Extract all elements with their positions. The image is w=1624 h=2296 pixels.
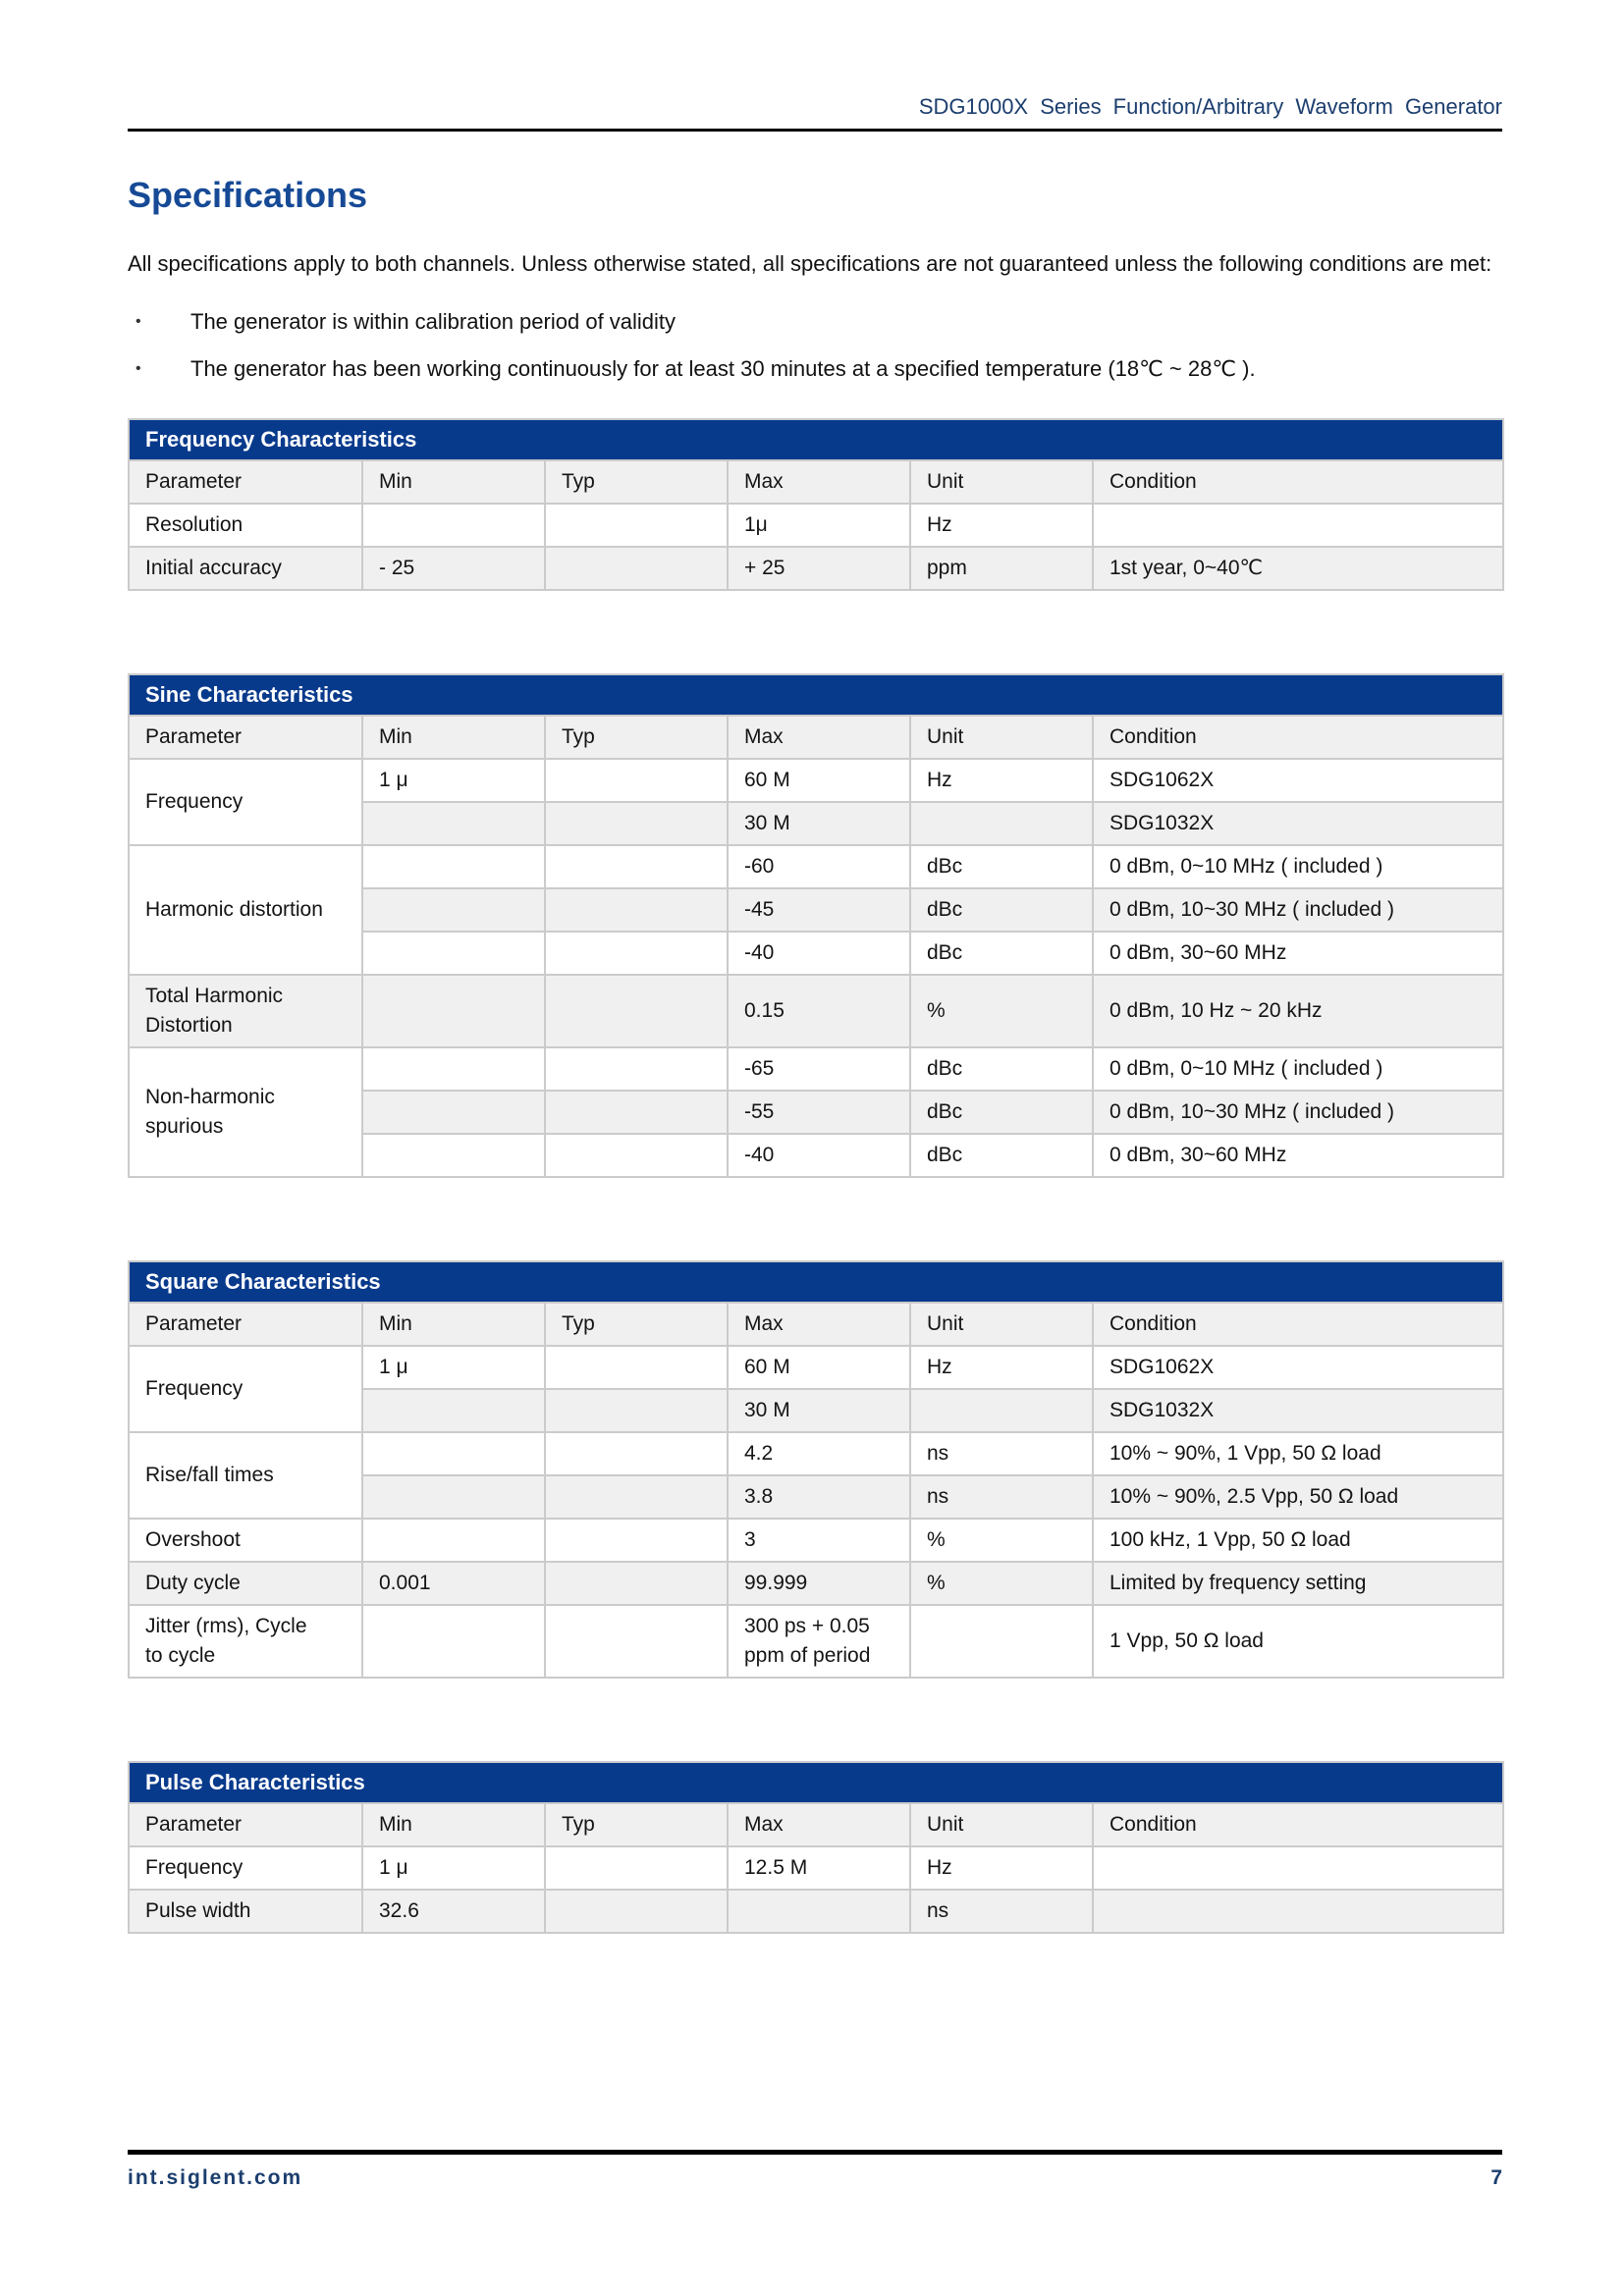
cell-unit: Hz: [910, 504, 1093, 547]
cell-typ: [545, 1432, 728, 1475]
cell-typ: [545, 1475, 728, 1519]
column-header-unit: Unit: [910, 460, 1093, 504]
cell-typ: [545, 1091, 728, 1134]
cell-min: [362, 1605, 545, 1678]
cell-typ: [545, 975, 728, 1047]
cell-condition: [1093, 1846, 1503, 1890]
cell-unit: dBc: [910, 1091, 1093, 1134]
cell-max: [728, 1890, 910, 1933]
column-header-max: Max: [728, 1303, 910, 1346]
cell-parameter: Non-harmonic spurious: [129, 1047, 362, 1177]
cell-min: [362, 1389, 545, 1432]
tables-container: [128, 418, 1502, 1934]
table-row: [129, 759, 1503, 802]
cell-parameter: Initial accuracy: [129, 547, 362, 590]
footer-rule: [128, 2150, 1502, 2155]
cell-max: 1μ: [728, 504, 910, 547]
cell-min: [362, 888, 545, 932]
column-header-min: Min: [362, 716, 545, 759]
cell-min: [362, 975, 545, 1047]
cell-parameter: Resolution: [129, 504, 362, 547]
cell-typ: [545, 1346, 728, 1389]
cell-condition: 100 kHz, 1 Vpp, 50 Ω load: [1093, 1519, 1503, 1562]
cell-condition: [1093, 504, 1503, 547]
column-header-unit: Unit: [910, 716, 1093, 759]
cell-unit: dBc: [910, 1047, 1093, 1091]
cell-typ: [545, 1890, 728, 1933]
intro-paragraph: All specifications apply to both channels. Unless otherwise stated, all specifications are not guaranteed unless the following conditions are met:: [128, 251, 1492, 276]
spec-table-pulse-characteristics: [128, 1761, 1504, 1934]
cell-condition: 0 dBm, 10~30 MHz ( included ): [1093, 888, 1503, 932]
cell-condition: 0 dBm, 30~60 MHz: [1093, 932, 1503, 975]
cell-unit: %: [910, 1562, 1093, 1605]
cell-condition: [1093, 1890, 1503, 1933]
table-row: [129, 1346, 1503, 1389]
cell-min: 0.001: [362, 1562, 545, 1605]
column-header-unit: Unit: [910, 1303, 1093, 1346]
cell-unit: [910, 1605, 1093, 1678]
cell-min: 1 μ: [362, 1846, 545, 1890]
cell-min: [362, 802, 545, 845]
page-title: Specifications: [128, 175, 368, 215]
table-row: [129, 845, 1503, 888]
cell-unit: ns: [910, 1475, 1093, 1519]
table-row: [129, 1890, 1503, 1933]
cell-max: -40: [728, 1134, 910, 1177]
cell-typ: [545, 1134, 728, 1177]
cell-max: 4.2: [728, 1432, 910, 1475]
column-header-condition: Condition: [1093, 1303, 1503, 1346]
cell-typ: [545, 888, 728, 932]
cell-parameter: Pulse width: [129, 1890, 362, 1933]
cell-typ: [545, 845, 728, 888]
cell-parameter: Harmonic distortion: [129, 845, 362, 975]
cell-min: [362, 845, 545, 888]
cell-min: [362, 1432, 545, 1475]
cell-unit: ns: [910, 1890, 1093, 1933]
cell-max: 60 M: [728, 759, 910, 802]
cell-condition: 0 dBm, 10 Hz ~ 20 kHz: [1093, 975, 1503, 1047]
cell-parameter: Total Harmonic Distortion: [129, 975, 362, 1047]
cell-unit: [910, 802, 1093, 845]
cell-condition: SDG1032X: [1093, 802, 1503, 845]
cell-parameter: Rise/fall times: [129, 1432, 362, 1519]
conditions-list: [128, 298, 1502, 393]
column-header-typ: Typ: [545, 716, 728, 759]
column-header-min: Min: [362, 460, 545, 504]
cell-typ: [545, 759, 728, 802]
document-header: [128, 0, 1502, 132]
cell-condition: SDG1062X: [1093, 1346, 1503, 1389]
column-header-min: Min: [362, 1303, 545, 1346]
cell-unit: Hz: [910, 1846, 1093, 1890]
page-footer: [128, 2150, 1502, 2190]
cell-min: 32.6: [362, 1890, 545, 1933]
cell-max: -45: [728, 888, 910, 932]
cell-max: -40: [728, 932, 910, 975]
table-title-bar-pulse-characteristics: Pulse Characteristics: [129, 1762, 1503, 1803]
condition-item: • The generator is within calibration period of validity: [128, 298, 1502, 346]
cell-parameter: Frequency: [129, 1346, 362, 1432]
table-row: [129, 1562, 1503, 1605]
cell-condition: SDG1032X: [1093, 1389, 1503, 1432]
cell-condition: 0 dBm, 30~60 MHz: [1093, 1134, 1503, 1177]
cell-max: 12.5 M: [728, 1846, 910, 1890]
cell-parameter: Frequency: [129, 1846, 362, 1890]
column-header-typ: Typ: [545, 1303, 728, 1346]
cell-typ: [545, 802, 728, 845]
cell-typ: [545, 1562, 728, 1605]
spec-table-frequency-characteristics: [128, 418, 1504, 591]
cell-max: -55: [728, 1091, 910, 1134]
column-header-parameter: Parameter: [129, 716, 362, 759]
spec-table-square-characteristics: [128, 1260, 1504, 1679]
cell-typ: [545, 1846, 728, 1890]
cell-typ: [545, 547, 728, 590]
header-rule: [128, 129, 1502, 132]
cell-unit: ns: [910, 1432, 1093, 1475]
cell-max: 3.8: [728, 1475, 910, 1519]
cell-typ: [545, 1605, 728, 1678]
cell-min: [362, 932, 545, 975]
document-header-title: SDG1000X Series Function/Arbitrary Waveform Generator: [918, 94, 1502, 119]
cell-unit: Hz: [910, 759, 1093, 802]
cell-unit: dBc: [910, 845, 1093, 888]
footer-row: [128, 2166, 1502, 2190]
column-header-max: Max: [728, 1803, 910, 1846]
cell-unit: dBc: [910, 932, 1093, 975]
cell-parameter: Duty cycle: [129, 1562, 362, 1605]
table-title-bar-square-characteristics: Square Characteristics: [129, 1261, 1503, 1303]
cell-condition: 0 dBm, 0~10 MHz ( included ): [1093, 845, 1503, 888]
table-title-bar-frequency-characteristics: Frequency Characteristics: [129, 419, 1503, 460]
cell-max: 99.999: [728, 1562, 910, 1605]
column-header-typ: Typ: [545, 460, 728, 504]
cell-min: [362, 1091, 545, 1134]
table-row: [129, 1519, 1503, 1562]
table-row: [129, 1605, 1503, 1678]
column-header-max: Max: [728, 716, 910, 759]
column-header-parameter: Parameter: [129, 1303, 362, 1346]
cell-min: [362, 1134, 545, 1177]
cell-min: 1 μ: [362, 759, 545, 802]
cell-parameter: Frequency: [129, 759, 362, 845]
cell-min: - 25: [362, 547, 545, 590]
table-row: [129, 1432, 1503, 1475]
cell-max: + 25: [728, 547, 910, 590]
cell-typ: [545, 1519, 728, 1562]
table-row: [129, 975, 1503, 1047]
cell-max: 3: [728, 1519, 910, 1562]
cell-typ: [545, 504, 728, 547]
cell-unit: Hz: [910, 1346, 1093, 1389]
column-header-typ: Typ: [545, 1803, 728, 1846]
cell-max: 300 ps + 0.05 ppm of period: [728, 1605, 910, 1678]
cell-condition: 1st year, 0~40℃: [1093, 547, 1503, 590]
cell-unit: dBc: [910, 1134, 1093, 1177]
cell-condition: SDG1062X: [1093, 759, 1503, 802]
cell-min: 1 μ: [362, 1346, 545, 1389]
table-row: [129, 504, 1503, 547]
footer-page-number: 7: [1490, 2166, 1502, 2189]
column-header-condition: Condition: [1093, 716, 1503, 759]
column-header-unit: Unit: [910, 1803, 1093, 1846]
cell-min: [362, 1047, 545, 1091]
column-header-max: Max: [728, 460, 910, 504]
cell-min: [362, 504, 545, 547]
cell-condition: 1 Vpp, 50 Ω load: [1093, 1605, 1503, 1678]
cell-parameter: Overshoot: [129, 1519, 362, 1562]
footer-website-link[interactable]: int.siglent.com: [128, 2166, 303, 2189]
table-row: [129, 547, 1503, 590]
cell-parameter: Jitter (rms), Cycle to cycle: [129, 1605, 362, 1678]
cell-max: -60: [728, 845, 910, 888]
cell-unit: [910, 1389, 1093, 1432]
table-row: [129, 1846, 1503, 1890]
cell-unit: %: [910, 975, 1093, 1047]
cell-min: [362, 1475, 545, 1519]
cell-typ: [545, 1047, 728, 1091]
cell-unit: dBc: [910, 888, 1093, 932]
cell-max: 0.15: [728, 975, 910, 1047]
cell-condition: 10% ~ 90%, 2.5 Vpp, 50 Ω load: [1093, 1475, 1503, 1519]
condition-item: • The generator has been working continuously for at least 30 minutes at a specified temperature (18℃ ~ 28℃ ).: [128, 346, 1502, 393]
column-header-parameter: Parameter: [129, 1803, 362, 1846]
cell-max: 30 M: [728, 802, 910, 845]
spec-table-sine-characteristics: [128, 673, 1504, 1178]
cell-condition: 0 dBm, 0~10 MHz ( included ): [1093, 1047, 1503, 1091]
cell-min: [362, 1519, 545, 1562]
cell-unit: ppm: [910, 547, 1093, 590]
column-header-condition: Condition: [1093, 460, 1503, 504]
column-header-parameter: Parameter: [129, 460, 362, 504]
cell-typ: [545, 932, 728, 975]
cell-condition: Limited by frequency setting: [1093, 1562, 1503, 1605]
cell-max: 60 M: [728, 1346, 910, 1389]
table-row: [129, 1047, 1503, 1091]
column-header-min: Min: [362, 1803, 545, 1846]
cell-condition: 10% ~ 90%, 1 Vpp, 50 Ω load: [1093, 1432, 1503, 1475]
cell-max: -65: [728, 1047, 910, 1091]
cell-typ: [545, 1389, 728, 1432]
page-content: [128, 0, 1502, 1934]
cell-max: 30 M: [728, 1389, 910, 1432]
cell-unit: %: [910, 1519, 1093, 1562]
cell-condition: 0 dBm, 10~30 MHz ( included ): [1093, 1091, 1503, 1134]
table-title-bar-sine-characteristics: Sine Characteristics: [129, 674, 1503, 716]
column-header-condition: Condition: [1093, 1803, 1503, 1846]
